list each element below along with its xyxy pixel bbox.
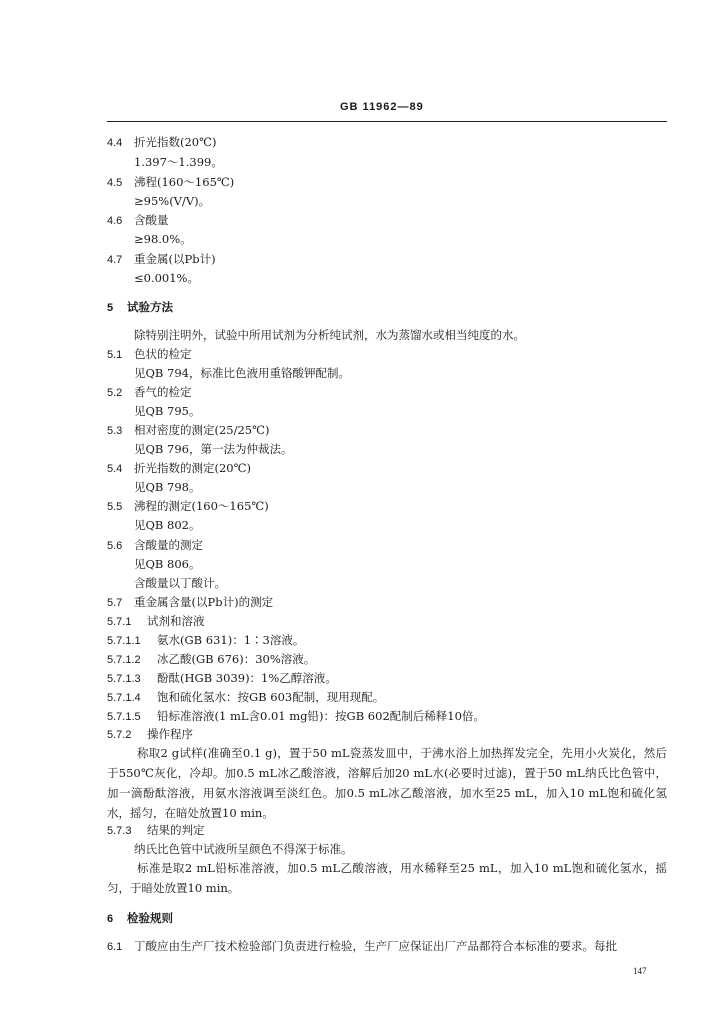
clause-5-6: [107, 538, 203, 553]
clause-4-7: [107, 252, 216, 267]
clause-body: 见QB 798。: [134, 480, 201, 494]
clause-title: 沸程(160～165℃): [134, 175, 235, 189]
clause-number: 5.7.1.1: [107, 635, 141, 647]
clause-title: 铅标准溶液(1 mL含0.01 mg铅)：按GB 602配制后稀释10倍。: [157, 709, 485, 723]
spec-value: ≥95%(V/V)。: [134, 194, 211, 208]
clause-title: 冰乙酸(GB 676)：30%溶液。: [157, 652, 316, 666]
clause-title: 折光指数(20℃): [134, 135, 217, 149]
clause-number: 5.7.1.3: [107, 673, 141, 685]
clause-title: 相对密度的测定(25/25℃): [134, 423, 270, 437]
clause-number: 5.7: [107, 597, 123, 609]
clause-5-7-1: [107, 614, 205, 629]
section-title: 检验规则: [127, 911, 173, 925]
clause-number: 5.2: [107, 387, 123, 399]
clause-4-5: [107, 175, 234, 190]
clause-5-7-2: [107, 727, 193, 742]
header-rule: [107, 121, 667, 122]
clause-5-2: [107, 385, 192, 400]
general-note: 除特别注明外，试验中所用试剂为分析纯试剂，水为蒸馏水或相当纯度的水。: [134, 328, 525, 342]
clause-5-7-1-5: [107, 709, 485, 724]
clause-5-7-3: [107, 823, 205, 838]
clause-title: 香气的检定: [134, 385, 192, 399]
clause-title: 试剂和溶液: [147, 614, 205, 628]
section-6-heading: [107, 911, 173, 926]
clause-body: 含酸量以丁酸计。: [134, 576, 226, 590]
clause-body: 见QB 802。: [134, 518, 201, 532]
spec-value: ≥98.0%。: [134, 232, 192, 246]
page-number: 147: [633, 966, 647, 976]
clause-title: 含酸量的测定: [134, 538, 203, 552]
clause-5-5: [107, 499, 269, 514]
clause-title: 氨水(GB 631)：1∶3溶液。: [157, 633, 305, 647]
clause-5-3: [107, 423, 269, 438]
clause-number: 5.6: [107, 540, 123, 552]
clause-number: 6.1: [107, 941, 123, 953]
spec-value: ≤0.001%。: [134, 271, 199, 285]
clause-number: 4.6: [107, 215, 123, 227]
clause-title: 结果的判定: [147, 823, 205, 837]
clause-number: 5.7.1.2: [107, 654, 141, 666]
clause-5-7-1-4: [107, 690, 384, 705]
section-5-heading: [107, 300, 173, 315]
clause-6-1: [107, 939, 667, 954]
clause-title: 操作程序: [147, 727, 193, 741]
clause-number: 5.7.1: [107, 616, 132, 628]
spec-value: 1.397～1.399。: [134, 155, 223, 169]
clause-number: 4.5: [107, 177, 123, 189]
section-title: 试验方法: [127, 300, 173, 314]
clause-number: 4.7: [107, 254, 123, 266]
clause-number: 5.1: [107, 349, 123, 361]
clause-5-7-1-1: [107, 633, 304, 648]
clause-number: 5.7.1.4: [107, 692, 141, 704]
clause-4-4: [107, 135, 216, 150]
clause-5-7: [107, 595, 273, 610]
standard-paragraph: 标准是取2 mL铅标准溶液，加0.5 mL乙酸溶液，用水稀释至25 mL，加入10 mL饱和硫化氢水，摇匀，于暗处放置10 min。: [107, 861, 667, 895]
result-paragraph: 纳氏比色管中试液所呈颜色不得深于标准。: [134, 842, 353, 856]
clause-number: 5.5: [107, 501, 123, 513]
section-number: 6: [107, 913, 114, 925]
standard-code: GB 11962—89: [340, 101, 424, 113]
clause-title: 重金属(以Pb计): [134, 252, 216, 266]
procedure-paragraph: 称取2 g试样(准确至0.1 g)，置于50 mL瓷蒸发皿中，于沸水浴上加热挥发完全，先用小火炭化，然后于550℃灰化，冷却。加0.5 mL冰乙酸溶液，溶解后加20 mL水(必要时过滤)，置于50 mL纳氏比色管中，加一滴酚酞溶液，用氨水溶液调至淡红色。加0.5 mL冰乙酸溶液，加水至25 mL，加入10 mL饱和硫化氢水，摇匀，在暗处放置10 min。: [107, 746, 667, 820]
clause-body: 见QB 796，第一法为仲裁法。: [134, 442, 293, 456]
clause-title: 重金属含量(以Pb计)的测定: [134, 595, 274, 609]
clause-title: 色状的检定: [134, 347, 192, 361]
clause-5-1: [107, 347, 192, 362]
clause-number: 5.4: [107, 463, 123, 475]
clause-title: 折光指数的测定(20℃): [134, 461, 251, 475]
clause-number: 4.4: [107, 137, 123, 149]
clause-number: 5.7.1.5: [107, 711, 141, 723]
clause-body: 见QB 806。: [134, 557, 201, 571]
clause-title: 酚酞(HGB 3039)：1%乙醇溶液。: [157, 671, 337, 685]
clause-body: 见QB 795。: [134, 404, 201, 418]
clause-title: 饱和硫化氢水：按GB 603配制，现用现配。: [157, 690, 385, 704]
section-number: 5: [107, 302, 114, 314]
clause-body: 见QB 794，标准比色液用重铬酸钾配制。: [134, 366, 350, 380]
clause-title: 沸程的测定(160～165℃): [134, 499, 269, 513]
clause-number: 5.7.2: [107, 729, 132, 741]
clause-5-4: [107, 461, 251, 476]
clause-number: 5.7.3: [107, 825, 132, 837]
clause-title: 含酸量: [134, 213, 169, 227]
clause-5-7-1-2: [107, 652, 315, 667]
clause-body: 丁酸应由生产厂技术检验部门负责进行检验，生产厂应保证出厂产品都符合本标准的要求。每批: [134, 939, 617, 953]
clause-5-7-1-3: [107, 671, 337, 686]
clause-number: 5.3: [107, 425, 123, 437]
clause-4-6: [107, 213, 169, 228]
